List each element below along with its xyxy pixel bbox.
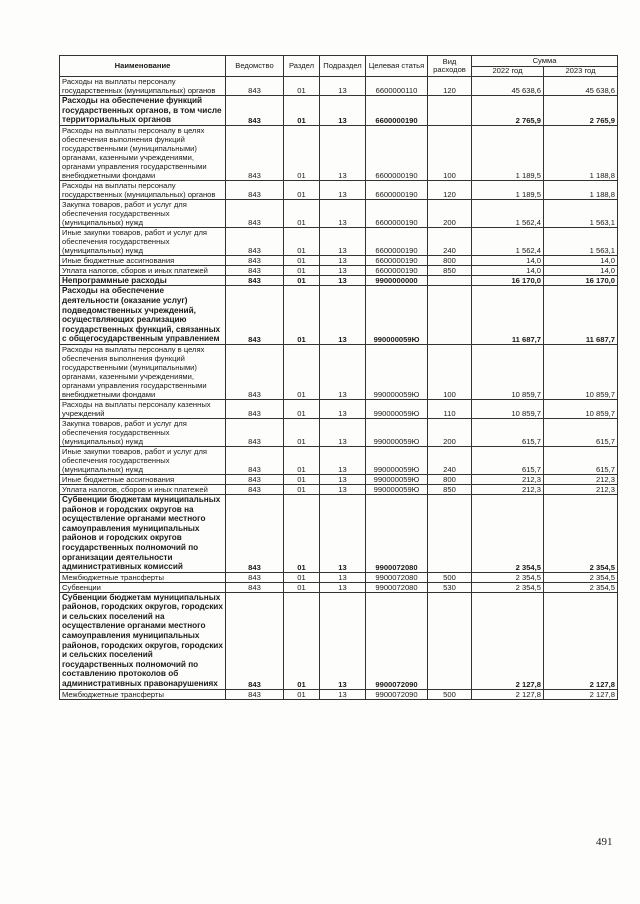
table-row (60, 689, 618, 699)
row-vid: 240 (428, 227, 472, 255)
row-vedomstvo: 843 (226, 255, 284, 265)
row-name: Иные закупки товаров, работ и услуг для обеспечения государственных (муниципальных) нужд (60, 446, 226, 474)
row-vedomstvo: 843 (226, 418, 284, 446)
row-name: Межбюджетные трансферты (60, 689, 226, 699)
row-vedomstvo: 843 (226, 689, 284, 699)
row-statya: 6600000110 (366, 77, 428, 96)
row-statya: 6600000190 (366, 199, 428, 227)
row-sum-2023: 615,7 (544, 418, 618, 446)
row-vedomstvo: 843 (226, 77, 284, 96)
row-vid (428, 592, 472, 689)
row-podrazdel: 13 (320, 494, 366, 572)
row-podrazdel: 13 (320, 255, 366, 265)
row-sum-2023: 14,0 (544, 255, 618, 265)
row-name: Межбюджетные трансферты (60, 572, 226, 582)
table-row (60, 418, 618, 446)
row-name: Расходы на выплаты персоналу государственных (муниципальных) органов (60, 180, 226, 199)
row-razdel: 01 (284, 125, 320, 180)
table-row (60, 572, 618, 582)
row-vedomstvo: 843 (226, 592, 284, 689)
row-sum-2022: 1 562,4 (472, 227, 544, 255)
row-podrazdel: 13 (320, 689, 366, 699)
row-name: Субвенции бюджетам муниципальных районов, городских округов, городских и сельских поселений на осуществление органами местного самоуправления муниципальных районов, городских округов, городских и сельских поселений государственных полномочий по составлению протоколов об административных правонарушениях (60, 592, 226, 689)
row-sum-2023: 1 188,8 (544, 180, 618, 199)
row-sum-2022: 1 562,4 (472, 199, 544, 227)
row-vedomstvo: 843 (226, 399, 284, 418)
row-razdel: 01 (284, 582, 320, 592)
header-vedomstvo: Ведомство (226, 56, 284, 77)
row-podrazdel: 13 (320, 582, 366, 592)
table-row (60, 77, 618, 96)
header-razdel: Раздел (284, 56, 320, 77)
row-name: Иные закупки товаров, работ и услуг для обеспечения государственных (муниципальных) нужд (60, 227, 226, 255)
row-name: Непрограммные расходы (60, 275, 226, 286)
row-podrazdel: 13 (320, 344, 366, 399)
row-sum-2022: 2 765,9 (472, 96, 544, 126)
row-razdel: 01 (284, 199, 320, 227)
row-razdel: 01 (284, 689, 320, 699)
table-row (60, 399, 618, 418)
row-podrazdel: 13 (320, 446, 366, 474)
row-statya: 6600000190 (366, 255, 428, 265)
row-vid (428, 96, 472, 126)
row-name: Расходы на обеспечение деятельности (оказание услуг) подведомственных учреждений, осуществляющих реализацию государственных функций, связанных с общегосударственным управлением (60, 286, 226, 345)
row-podrazdel: 13 (320, 227, 366, 255)
row-vedomstvo: 843 (226, 484, 284, 494)
row-sum-2022: 615,7 (472, 446, 544, 474)
row-sum-2022: 2 127,8 (472, 592, 544, 689)
row-vid: 500 (428, 689, 472, 699)
row-sum-2022: 10 859,7 (472, 344, 544, 399)
row-sum-2023: 1 563,1 (544, 227, 618, 255)
row-sum-2023: 2 127,8 (544, 592, 618, 689)
budget-table (59, 55, 618, 700)
row-vid: 500 (428, 572, 472, 582)
row-sum-2023: 212,3 (544, 474, 618, 484)
row-statya: 990000059Ю (366, 286, 428, 345)
row-razdel: 01 (284, 399, 320, 418)
row-podrazdel: 13 (320, 484, 366, 494)
row-sum-2023: 1 563,1 (544, 199, 618, 227)
table-row (60, 286, 618, 345)
row-podrazdel: 13 (320, 399, 366, 418)
row-sum-2023: 1 188,8 (544, 125, 618, 180)
row-sum-2022: 14,0 (472, 255, 544, 265)
row-sum-2022: 212,3 (472, 484, 544, 494)
row-vedomstvo: 843 (226, 582, 284, 592)
row-vedomstvo: 843 (226, 265, 284, 275)
row-vid: 110 (428, 399, 472, 418)
row-razdel: 01 (284, 484, 320, 494)
row-razdel: 01 (284, 592, 320, 689)
header-2023: 2023 год (544, 67, 618, 77)
row-sum-2023: 212,3 (544, 484, 618, 494)
row-vid: 200 (428, 199, 472, 227)
row-sum-2023: 11 687,7 (544, 286, 618, 345)
row-statya: 6600000190 (366, 180, 428, 199)
row-podrazdel: 13 (320, 265, 366, 275)
row-razdel: 01 (284, 344, 320, 399)
header-2022: 2022 год (472, 67, 544, 77)
row-podrazdel: 13 (320, 474, 366, 484)
row-sum-2022: 14,0 (472, 265, 544, 275)
row-vid: 120 (428, 77, 472, 96)
table-row (60, 344, 618, 399)
row-razdel: 01 (284, 265, 320, 275)
row-podrazdel: 13 (320, 96, 366, 126)
row-podrazdel: 13 (320, 180, 366, 199)
page-number: 491 (596, 836, 613, 848)
row-podrazdel: 13 (320, 199, 366, 227)
table-row (60, 96, 618, 126)
row-vid: 100 (428, 344, 472, 399)
row-vedomstvo: 843 (226, 180, 284, 199)
row-sum-2023: 2 765,9 (544, 96, 618, 126)
row-vedomstvo: 843 (226, 344, 284, 399)
row-razdel: 01 (284, 494, 320, 572)
row-sum-2022: 615,7 (472, 418, 544, 446)
row-sum-2023: 10 859,7 (544, 399, 618, 418)
row-vid: 240 (428, 446, 472, 474)
row-vedomstvo: 843 (226, 96, 284, 126)
row-podrazdel: 13 (320, 592, 366, 689)
row-statya: 990000059Ю (366, 446, 428, 474)
row-razdel: 01 (284, 180, 320, 199)
row-vid (428, 275, 472, 286)
row-sum-2022: 2 354,5 (472, 582, 544, 592)
table-row (60, 494, 618, 572)
row-vedomstvo: 843 (226, 572, 284, 582)
row-vid: 100 (428, 125, 472, 180)
row-razdel: 01 (284, 275, 320, 286)
row-statya: 6600000190 (366, 227, 428, 255)
row-razdel: 01 (284, 572, 320, 582)
row-razdel: 01 (284, 418, 320, 446)
row-sum-2023: 2 354,5 (544, 572, 618, 582)
table-row (60, 582, 618, 592)
row-statya: 6600000190 (366, 96, 428, 126)
row-name: Расходы на выплаты персоналу государственных (муниципальных) органов (60, 77, 226, 96)
row-vid: 850 (428, 265, 472, 275)
row-vid: 120 (428, 180, 472, 199)
row-statya: 9900072080 (366, 494, 428, 572)
row-podrazdel: 13 (320, 77, 366, 96)
table-row (60, 592, 618, 689)
row-podrazdel: 13 (320, 125, 366, 180)
row-statya: 9900072080 (366, 572, 428, 582)
row-sum-2022: 2 354,5 (472, 572, 544, 582)
table-row (60, 474, 618, 484)
row-statya: 990000059Ю (366, 484, 428, 494)
row-statya: 6600000190 (366, 265, 428, 275)
row-name: Уплата налогов, сборов и иных платежей (60, 265, 226, 275)
row-vid: 530 (428, 582, 472, 592)
header-vid: Вид расходов (428, 56, 472, 77)
table-row (60, 265, 618, 275)
row-sum-2023: 14,0 (544, 265, 618, 275)
row-vedomstvo: 843 (226, 199, 284, 227)
row-razdel: 01 (284, 77, 320, 96)
row-sum-2023: 2 354,5 (544, 582, 618, 592)
row-sum-2022: 10 859,7 (472, 399, 544, 418)
table-row (60, 484, 618, 494)
row-name: Уплата налогов, сборов и иных платежей (60, 484, 226, 494)
header-podrazdel: Подраздел (320, 56, 366, 77)
row-vedomstvo: 843 (226, 474, 284, 484)
row-vid: 800 (428, 474, 472, 484)
row-sum-2022: 212,3 (472, 474, 544, 484)
row-vid: 800 (428, 255, 472, 265)
row-sum-2022: 16 170,0 (472, 275, 544, 286)
row-vid (428, 494, 472, 572)
row-name: Закупка товаров, работ и услуг для обеспечения государственных (муниципальных) нужд (60, 418, 226, 446)
row-vid (428, 286, 472, 345)
row-name: Субвенции бюджетам муниципальных районов и городских округов на осуществление органами местного самоуправления муниципальных районов и городских округов государственных полномочий по организации деятельности административных комиссий (60, 494, 226, 572)
row-sum-2023: 2 127,8 (544, 689, 618, 699)
row-name: Субвенции (60, 582, 226, 592)
table-row (60, 446, 618, 474)
table-body (60, 77, 618, 700)
row-razdel: 01 (284, 446, 320, 474)
row-sum-2022: 2 127,8 (472, 689, 544, 699)
row-name: Закупка товаров, работ и услуг для обеспечения государственных (муниципальных) нужд (60, 199, 226, 227)
table-row (60, 255, 618, 265)
row-sum-2023: 45 638,6 (544, 77, 618, 96)
row-vedomstvo: 843 (226, 125, 284, 180)
row-statya: 990000059Ю (366, 399, 428, 418)
row-razdel: 01 (284, 474, 320, 484)
row-sum-2023: 10 859,7 (544, 344, 618, 399)
row-name: Расходы на обеспечение функций государственных органов, в том числе территориальных органов (60, 96, 226, 126)
row-statya: 6600000190 (366, 125, 428, 180)
row-statya: 990000059Ю (366, 474, 428, 484)
row-razdel: 01 (284, 96, 320, 126)
row-podrazdel: 13 (320, 286, 366, 345)
row-razdel: 01 (284, 255, 320, 265)
row-vid: 200 (428, 418, 472, 446)
row-statya: 9900072090 (366, 592, 428, 689)
row-vedomstvo: 843 (226, 275, 284, 286)
header-summa: Сумма (472, 56, 618, 67)
row-podrazdel: 13 (320, 275, 366, 286)
row-sum-2022: 2 354,5 (472, 494, 544, 572)
row-name: Иные бюджетные ассигнования (60, 255, 226, 265)
row-podrazdel: 13 (320, 418, 366, 446)
row-vid: 850 (428, 484, 472, 494)
table-row (60, 180, 618, 199)
row-sum-2023: 2 354,5 (544, 494, 618, 572)
row-statya: 9900072090 (366, 689, 428, 699)
row-vedomstvo: 843 (226, 494, 284, 572)
row-statya: 990000059Ю (366, 344, 428, 399)
row-razdel: 01 (284, 286, 320, 345)
row-statya: 9900000000 (366, 275, 428, 286)
row-name: Расходы на выплаты персоналу в целях обеспечения выполнения функций государственными (муниципальными) органами, казенными учреждениями, органами управления государственными внебюджетными фондами (60, 344, 226, 399)
row-sum-2022: 1 189,5 (472, 125, 544, 180)
row-vedomstvo: 843 (226, 227, 284, 255)
table-row (60, 275, 618, 286)
row-sum-2023: 16 170,0 (544, 275, 618, 286)
header-statya: Целевая статья (366, 56, 428, 77)
header-name: Наименование (60, 56, 226, 77)
row-name: Иные бюджетные ассигнования (60, 474, 226, 484)
row-vedomstvo: 843 (226, 286, 284, 345)
budget-table-sheet (59, 55, 617, 700)
table-row (60, 227, 618, 255)
row-name: Расходы на выплаты персоналу в целях обеспечения выполнения функций государственными (муниципальными) органами, казенными учреждениями, органами управления государственными внебюджетными фондами (60, 125, 226, 180)
row-sum-2022: 1 189,5 (472, 180, 544, 199)
row-razdel: 01 (284, 227, 320, 255)
row-vedomstvo: 843 (226, 446, 284, 474)
table-row (60, 199, 618, 227)
row-sum-2022: 45 638,6 (472, 77, 544, 96)
row-statya: 9900072080 (366, 582, 428, 592)
table-row (60, 125, 618, 180)
row-sum-2023: 615,7 (544, 446, 618, 474)
row-name: Расходы на выплаты персоналу казенных учреждений (60, 399, 226, 418)
row-statya: 990000059Ю (366, 418, 428, 446)
row-sum-2022: 11 687,7 (472, 286, 544, 345)
row-podrazdel: 13 (320, 572, 366, 582)
